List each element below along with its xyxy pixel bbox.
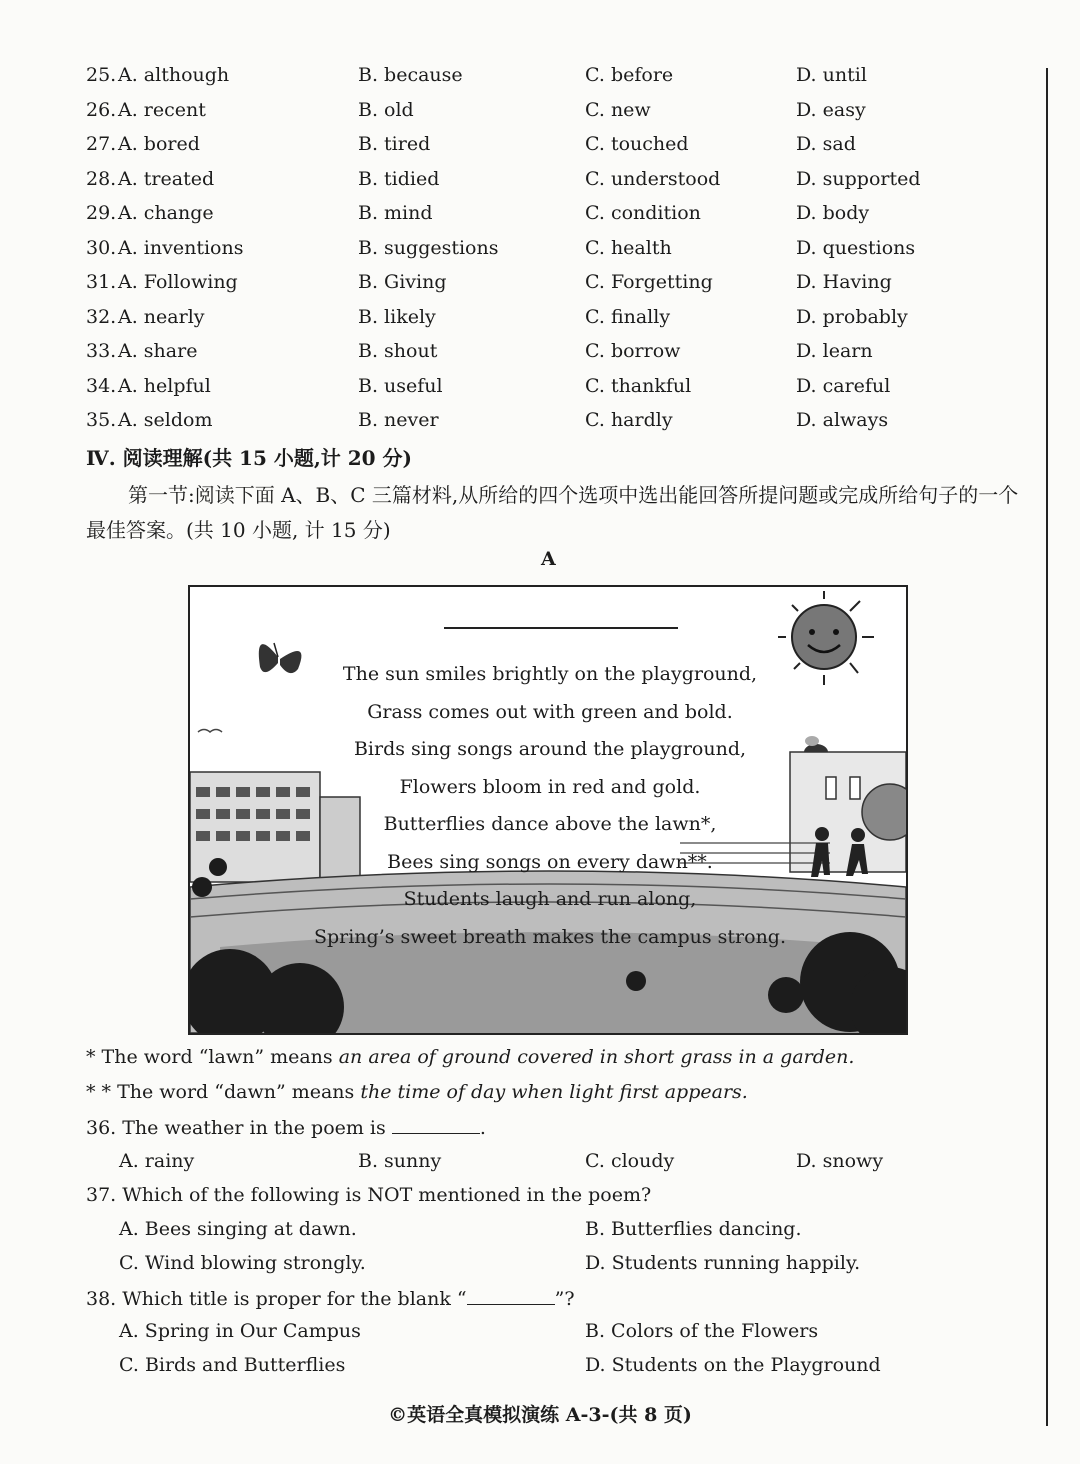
question-number: 29. [86, 202, 117, 224]
choice-row [86, 340, 1016, 370]
q38-option-b: B. Colors of the Flowers [585, 1320, 819, 1342]
option-b: B. likely [358, 305, 436, 328]
option-b: B. shout [358, 340, 438, 362]
answer-blank [392, 1115, 480, 1134]
option-d: D. until [796, 64, 867, 86]
poem-line: Grass comes out with green and bold. [367, 700, 733, 723]
question-number: 34. [86, 374, 117, 397]
option-b: B. useful [358, 374, 443, 397]
option-d: D. careful [796, 374, 891, 397]
choice-row [86, 202, 1016, 232]
option-b: B. never [358, 409, 439, 431]
q36-option-b: B. sunny [358, 1150, 442, 1172]
choice-row [86, 64, 1016, 94]
poem-line: Bees sing songs on every dawn**. [387, 850, 713, 873]
option-d: D. supported [796, 167, 921, 190]
option-d: D. easy [796, 98, 866, 121]
q36-option-d: D. snowy [796, 1150, 884, 1172]
section-instruction: 第一节:阅读下面 A、B、C 三篇材料,从所给的四个选项中选出能回答所提问题或完成所给句子的一个最佳答案。(共 10 小题, 计 15 分) [86, 483, 1019, 542]
question-number: 30. [86, 236, 117, 259]
question-number: 26. [86, 98, 117, 121]
option-d: D. Having [796, 271, 892, 293]
option-d: D. learn [796, 340, 873, 362]
option-c: C. understood [585, 167, 721, 190]
choice-row [86, 168, 1016, 198]
question-number: 33. [86, 340, 117, 362]
option-a: A. although [118, 64, 230, 86]
option-a: A. change [118, 202, 214, 224]
option-a: A. inventions [118, 236, 244, 259]
option-c: C. thankful [585, 374, 692, 397]
option-a: A. Following [118, 271, 238, 293]
option-d: D. questions [796, 236, 916, 259]
q37-option-b: B. Butterflies dancing. [585, 1218, 802, 1240]
option-d: D. probably [796, 305, 908, 328]
option-c: C. before [585, 64, 674, 86]
question-number: 35. [86, 409, 117, 431]
note-lawn: * The word “lawn” means an area of ground covered in short grass in a garden. [86, 1046, 855, 1068]
question-number: 31. [86, 271, 117, 293]
q36-option-c: C. cloudy [585, 1150, 675, 1172]
option-a: A. nearly [118, 305, 205, 328]
option-b: B. tidied [358, 167, 440, 190]
q38-option-c: C. Birds and Butterflies [119, 1354, 346, 1376]
option-c: C. health [585, 236, 672, 259]
right-margin-rule [1046, 68, 1048, 1426]
q37-option-c: C. Wind blowing strongly. [119, 1252, 366, 1274]
option-b: B. because [358, 64, 463, 86]
option-c: C. condition [585, 202, 701, 224]
option-a: A. bored [118, 133, 200, 155]
title-answer-blank [467, 1286, 555, 1305]
option-b: B. suggestions [358, 236, 499, 259]
choice-row [86, 237, 1016, 267]
option-c: C. touched [585, 133, 689, 155]
option-c: C. hardly [585, 409, 673, 431]
q37-option-a: A. Bees singing at dawn. [119, 1218, 357, 1240]
option-b: B. tired [358, 133, 431, 155]
poem-line: Birds sing songs around the playground, [353, 738, 747, 760]
poem-line: Flowers bloom in red and gold. [399, 775, 701, 798]
option-d: D. always [796, 409, 889, 431]
question-number: 32. [86, 305, 117, 328]
option-a: A. treated [118, 167, 215, 190]
option-a: A. helpful [118, 374, 211, 397]
option-a: A. recent [118, 98, 206, 121]
page-footer: ©英语全真模拟演练 A-3-(共 8 页) [388, 1404, 692, 1426]
question-number: 28. [86, 167, 117, 190]
choice-row [86, 306, 1016, 336]
option-d: D. body [796, 202, 870, 224]
campus-scene-illustration [190, 587, 906, 1033]
choice-row [86, 375, 1016, 405]
poem-title-blank [444, 627, 678, 629]
option-b: B. mind [358, 202, 433, 224]
option-c: C. new [585, 98, 651, 121]
poem-illustration [188, 585, 908, 1035]
option-a: A. share [118, 340, 198, 362]
option-c: C. finally [585, 305, 671, 328]
choice-row [86, 271, 1016, 301]
question-37: 37. Which of the following is NOT mentioned in the poem? [86, 1184, 652, 1206]
poem-line: Spring’s sweet breath makes the campus strong. [313, 925, 787, 948]
option-b: B. old [358, 98, 414, 121]
q36-option-a: A. rainy [119, 1150, 195, 1172]
poem-line: Butterflies dance above the lawn*, [383, 813, 717, 835]
option-b: B. Giving [358, 271, 447, 293]
q37-option-d: D. Students running happily. [585, 1252, 861, 1274]
option-a: A. seldom [118, 409, 213, 431]
option-c: C. Forgetting [585, 271, 713, 293]
poem-line: Students laugh and run along, [403, 888, 697, 910]
section-title: Ⅳ. 阅读理解(共 15 小题,计 20 分) [86, 446, 413, 470]
question-number: 25. [86, 64, 117, 86]
passage-label: A [541, 548, 556, 570]
option-c: C. borrow [585, 340, 681, 362]
choice-row [86, 133, 1016, 163]
option-d: D. sad [796, 133, 856, 155]
poem-line: The sun smiles brightly on the playground, [342, 663, 758, 685]
q38-option-d: D. Students on the Playground [585, 1354, 881, 1376]
choice-row [86, 409, 1016, 439]
note-dawn: * * The word “dawn” means the time of day when light first appears. [86, 1081, 748, 1103]
question-number: 27. [86, 133, 117, 155]
q38-option-a: A. Spring in Our Campus [119, 1320, 361, 1342]
question-36: 36. The weather in the poem is . [86, 1117, 486, 1139]
question-38: 38. Which title is proper for the blank “ ”? [86, 1288, 575, 1310]
choice-row [86, 99, 1016, 129]
